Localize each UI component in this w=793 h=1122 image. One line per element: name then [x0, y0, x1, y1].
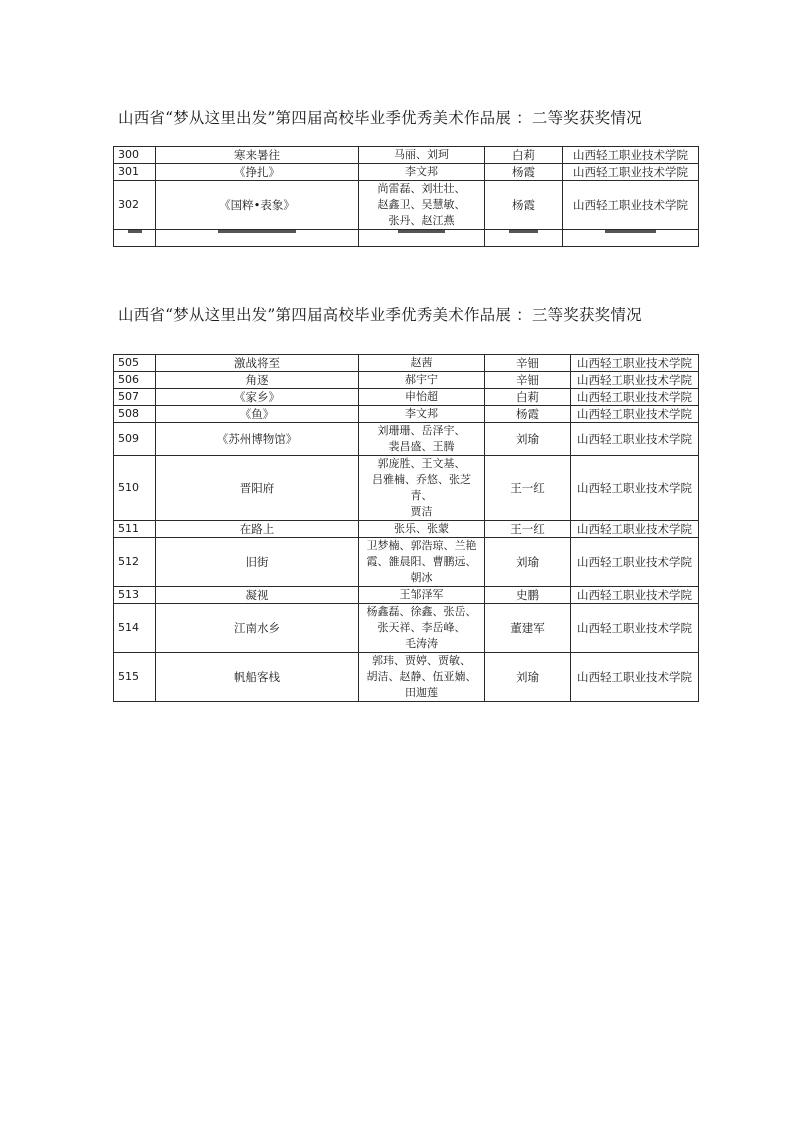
- author-line: 张天祥、李岳峰、: [377, 621, 466, 634]
- school-name: 山西轻工职业技术学院: [563, 181, 699, 230]
- author-names: [359, 604, 485, 653]
- table-row: [114, 538, 699, 587]
- school-name: 山西轻工职业技术学院: [571, 355, 699, 372]
- author-names: [359, 406, 485, 423]
- work-title: 旧街: [156, 538, 359, 587]
- cropped-cell: [156, 230, 359, 247]
- work-title: 在路上: [156, 521, 359, 538]
- third-prize-heading: 山西省“梦从这里出发”第四届高校毕业季优秀美术作品展 ：三等奖获奖情况: [118, 306, 642, 324]
- entry-number: 511: [114, 521, 156, 538]
- author-names: [359, 538, 485, 587]
- author-line: 张丹、赵江燕: [388, 214, 455, 227]
- entry-number: 509: [114, 423, 156, 456]
- entry-number: 301: [114, 164, 156, 181]
- work-title: 角逐: [156, 372, 359, 389]
- table-row: [114, 423, 699, 456]
- advisor-name: 刘瑜: [485, 653, 571, 702]
- author-line: 田迦莲: [405, 686, 438, 699]
- school-name: 山西轻工职业技术学院: [571, 604, 699, 653]
- author-line: 吕雅楠、乔悠、张芝青、: [372, 473, 471, 502]
- entry-number: 510: [114, 456, 156, 521]
- work-title: 《鱼》: [156, 406, 359, 423]
- cropped-row: [114, 230, 699, 247]
- author-names: [359, 389, 485, 406]
- cropped-text-fragment: [509, 230, 537, 233]
- author-line: 赵茜: [410, 356, 433, 369]
- work-title: 晋阳府: [156, 456, 359, 521]
- advisor-name: 史鹏: [485, 587, 571, 604]
- entry-number: 505: [114, 355, 156, 372]
- cropped-cell: [563, 230, 699, 247]
- school-name: 山西轻工职业技术学院: [571, 406, 699, 423]
- entry-number: 508: [114, 406, 156, 423]
- cropped-cell: [114, 230, 156, 247]
- entry-number: 514: [114, 604, 156, 653]
- author-names: [359, 164, 485, 181]
- advisor-name: 刘瑜: [485, 423, 571, 456]
- author-line: 霞、雒晨阳、曹鹏远、: [366, 555, 477, 568]
- author-line: 贾洁: [410, 505, 433, 518]
- advisor-name: 白莉: [485, 147, 563, 164]
- table-row: [114, 587, 699, 604]
- entry-number: 512: [114, 538, 156, 587]
- entry-number: 513: [114, 587, 156, 604]
- cropped-cell: [485, 230, 563, 247]
- author-names: [359, 372, 485, 389]
- advisor-name: 董建军: [485, 604, 571, 653]
- work-title: 《国粹•表象》: [156, 181, 359, 230]
- author-line: 郭玮、贾婷、贾敏、: [372, 654, 471, 667]
- advisor-name: 王一红: [485, 521, 571, 538]
- author-line: 郝宇宁: [405, 373, 438, 386]
- school-name: 山西轻工职业技术学院: [563, 147, 699, 164]
- entry-number: 507: [114, 389, 156, 406]
- author-line: 李文邦: [405, 165, 438, 178]
- author-names: [359, 147, 485, 164]
- author-line: 王邹泽军: [399, 588, 444, 601]
- entry-number: 506: [114, 372, 156, 389]
- author-names: [359, 181, 485, 230]
- table-row: [114, 355, 699, 372]
- second-prize-table-scan: [113, 146, 698, 254]
- author-line: 尚雷磊、刘壮壮、: [377, 182, 466, 195]
- advisor-name: 辛钿: [485, 372, 571, 389]
- advisor-name: 杨霞: [485, 181, 563, 230]
- author-names: [359, 521, 485, 538]
- work-title: 激战将至: [156, 355, 359, 372]
- work-title: 《家乡》: [156, 389, 359, 406]
- author-names: [359, 355, 485, 372]
- table-row: [114, 604, 699, 653]
- cropped-cell: [359, 230, 485, 247]
- work-title: 凝视: [156, 587, 359, 604]
- author-line: 马丽、刘珂: [394, 148, 449, 161]
- table-row: [114, 181, 699, 230]
- table-row: [114, 456, 699, 521]
- advisor-name: 白莉: [485, 389, 571, 406]
- author-line: 赵鑫卫、吴慧敏、: [377, 198, 466, 211]
- advisor-name: 辛钿: [485, 355, 571, 372]
- entry-number: 300: [114, 147, 156, 164]
- author-names: [359, 587, 485, 604]
- school-name: 山西轻工职业技术学院: [571, 456, 699, 521]
- author-names: [359, 653, 485, 702]
- author-line: 裴昌盛、王腾: [388, 440, 455, 453]
- work-title: 寒来暑往: [156, 147, 359, 164]
- work-title: 《苏州博物馆》: [156, 423, 359, 456]
- author-line: 毛涛涛: [405, 637, 438, 650]
- third-prize-table: [113, 354, 699, 702]
- school-name: 山西轻工职业技术学院: [571, 653, 699, 702]
- entry-number: 515: [114, 653, 156, 702]
- author-names: [359, 456, 485, 521]
- school-name: 山西轻工职业技术学院: [571, 587, 699, 604]
- author-line: 李文邦: [405, 407, 438, 420]
- table-row: [114, 653, 699, 702]
- author-line: 郭庞胜、王文基、: [377, 457, 466, 470]
- advisor-name: 刘瑜: [485, 538, 571, 587]
- work-title: 江南水乡: [156, 604, 359, 653]
- school-name: 山西轻工职业技术学院: [571, 538, 699, 587]
- second-prize-table: [113, 146, 699, 247]
- table-row: [114, 147, 699, 164]
- author-line: 杨鑫磊、徐鑫、张岳、: [366, 605, 477, 618]
- table-row: [114, 389, 699, 406]
- advisor-name: 杨霞: [485, 406, 571, 423]
- school-name: 山西轻工职业技术学院: [571, 423, 699, 456]
- entry-number: 302: [114, 181, 156, 230]
- cropped-text-fragment: [218, 230, 296, 233]
- author-line: 卫梦楠、郭浩琼、兰艳: [366, 539, 477, 552]
- cropped-text-fragment: [605, 230, 657, 233]
- cropped-text-fragment: [128, 230, 142, 233]
- author-line: 刘珊珊、岳泽宇、: [377, 424, 466, 437]
- author-line: 张乐、张蒙: [394, 522, 449, 535]
- cropped-text-fragment: [398, 230, 446, 233]
- table-row: [114, 521, 699, 538]
- author-line: 胡洁、赵静、伍亚婻、: [366, 670, 477, 683]
- school-name: 山西轻工职业技术学院: [571, 372, 699, 389]
- school-name: 山西轻工职业技术学院: [571, 521, 699, 538]
- school-name: 山西轻工职业技术学院: [571, 389, 699, 406]
- advisor-name: 王一红: [485, 456, 571, 521]
- work-title: 《挣扎》: [156, 164, 359, 181]
- third-prize-table-scan: [113, 354, 698, 699]
- work-title: 帆船客栈: [156, 653, 359, 702]
- second-prize-heading: 山西省“梦从这里出发”第四届高校毕业季优秀美术作品展 ：二等奖获奖情况: [118, 109, 642, 127]
- author-line: 申怡超: [405, 390, 438, 403]
- table-row: [114, 164, 699, 181]
- author-line: 朝冰: [410, 571, 433, 584]
- author-names: [359, 423, 485, 456]
- table-row: [114, 372, 699, 389]
- school-name: 山西轻工职业技术学院: [563, 164, 699, 181]
- advisor-name: 杨霞: [485, 164, 563, 181]
- table-row: [114, 406, 699, 423]
